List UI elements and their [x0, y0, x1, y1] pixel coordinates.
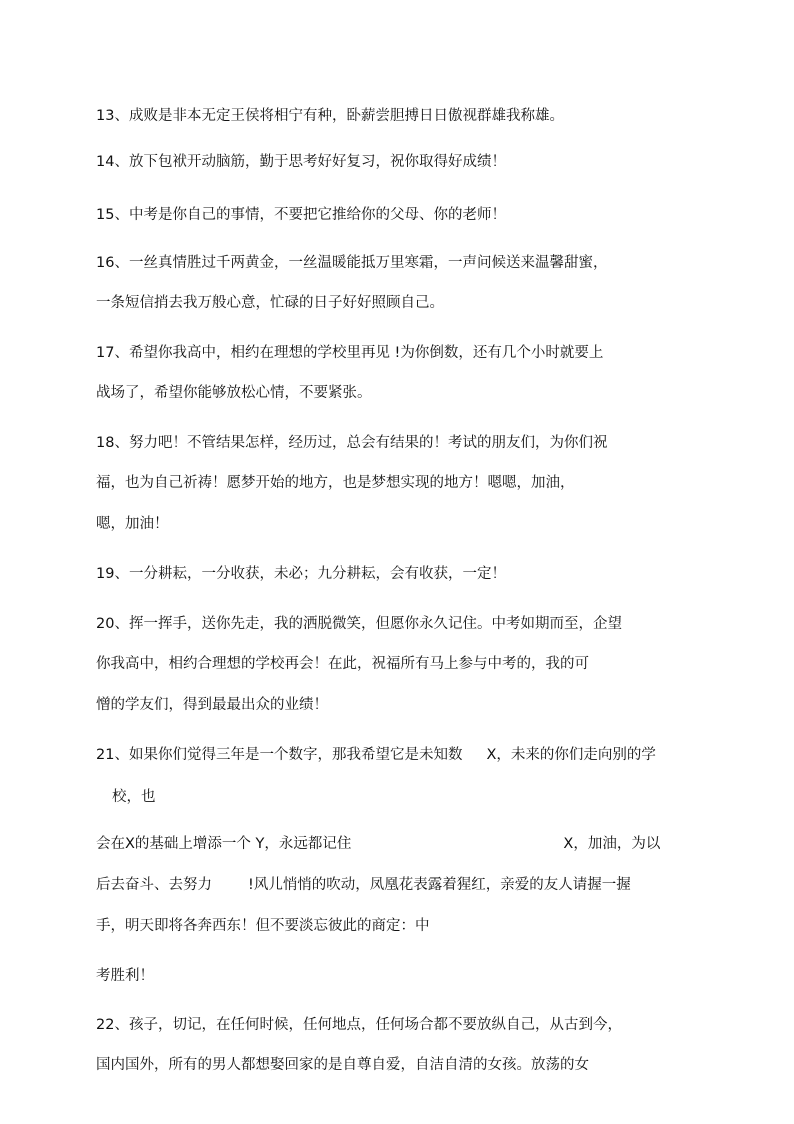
- paragraph-21-line-5: 手，明天即将各奔西东！但不要淡忘彼此的商定：中: [96, 918, 430, 934]
- paragraph-21-text-f: !风儿悄悄的吹动，凤凰花表露着猩红，亲爱的友人请握一握: [248, 877, 631, 893]
- paragraph-22-line-1: 22、孩子，切记，在任何时候，任何地点，任何场合都不要放纵自己，从古到今，: [96, 1017, 622, 1033]
- paragraph-17-line-2: 战场了，希望你能够放松心情，不要紧张。: [96, 385, 372, 401]
- paragraph-14: 14、放下包袱开动脑筋，勤于思考好好复习，祝你取得好成绩！: [96, 154, 506, 170]
- paragraph-21-line-6: 考胜利！: [96, 968, 154, 984]
- paragraph-16-line-2: 一条短信捎去我万般心意，忙碌的日子好好照顾自己。: [96, 295, 444, 311]
- paragraph-22-line-2: 国内国外，所有的男人都想娶回家的是自尊自爱，自洁自清的女孩。放荡的女: [96, 1057, 589, 1073]
- paragraph-21-text-e: 后去奋斗、去努力: [96, 877, 212, 893]
- paragraph-20-line-3: 憎的学友们，得到最最出众的业绩！: [96, 697, 328, 713]
- paragraph-18-line-3: 嗯，加油！: [96, 516, 169, 532]
- paragraph-20-line-2: 你我高中，相约合理想的学校再会！在此，祝福所有马上参与中考的，我的可: [96, 656, 589, 672]
- paragraph-17-line-1: 17、希望你我高中，相约在理想的学校里再见 !为你倒数，还有几个小时就要上: [96, 345, 604, 361]
- paragraph-21-text-c: 会在X的基础上增添一个 Y，永远都记住: [96, 836, 352, 852]
- paragraph-18-line-1: 18、努力吧！不管结果怎样，经历过，总会有结果的！考试的朋友们，为你们祝: [96, 435, 608, 451]
- paragraph-21-text-b: X，未来的你们走向别的学: [486, 747, 656, 763]
- paragraph-16-line-1: 16、一丝真情胜过千两黄金，一丝温暖能抵万里寒霜，一声问候送来温馨甜蜜，: [96, 255, 608, 271]
- paragraph-13: 13、成败是非本无定王侯将相宁有种，卧薪尝胆搏日日傲视群雄我称雄。: [96, 108, 564, 124]
- paragraph-21-line-3: [96, 834, 660, 854]
- paragraph-20-line-1: 20、挥一挥手，送你先走，我的洒脱微笑，但愿你永久记住。中考如期而至，企望: [96, 616, 622, 632]
- paragraph-15: 15、中考是你自己的事情，不要把它推给你的父母、你的老师！: [96, 207, 506, 223]
- paragraph-18-line-2: 福，也为自己祈祷！愿梦开始的地方，也是梦想实现的地方！嗯嗯，加油，: [96, 475, 575, 491]
- paragraph-19: 19、一分耕耘，一分收获，未必；九分耕耘，会有收获，一定！: [96, 566, 506, 582]
- paragraph-21-text-a: 21、如果你们觉得三年是一个数字，那我希望它是未知数: [96, 747, 463, 763]
- paragraph-21-text-d: X，加油，为以: [563, 836, 661, 852]
- paragraph-21-line-4: [96, 875, 631, 895]
- paragraph-21-line-1: [96, 745, 656, 765]
- paragraph-21-line-2: 校，也: [112, 789, 156, 805]
